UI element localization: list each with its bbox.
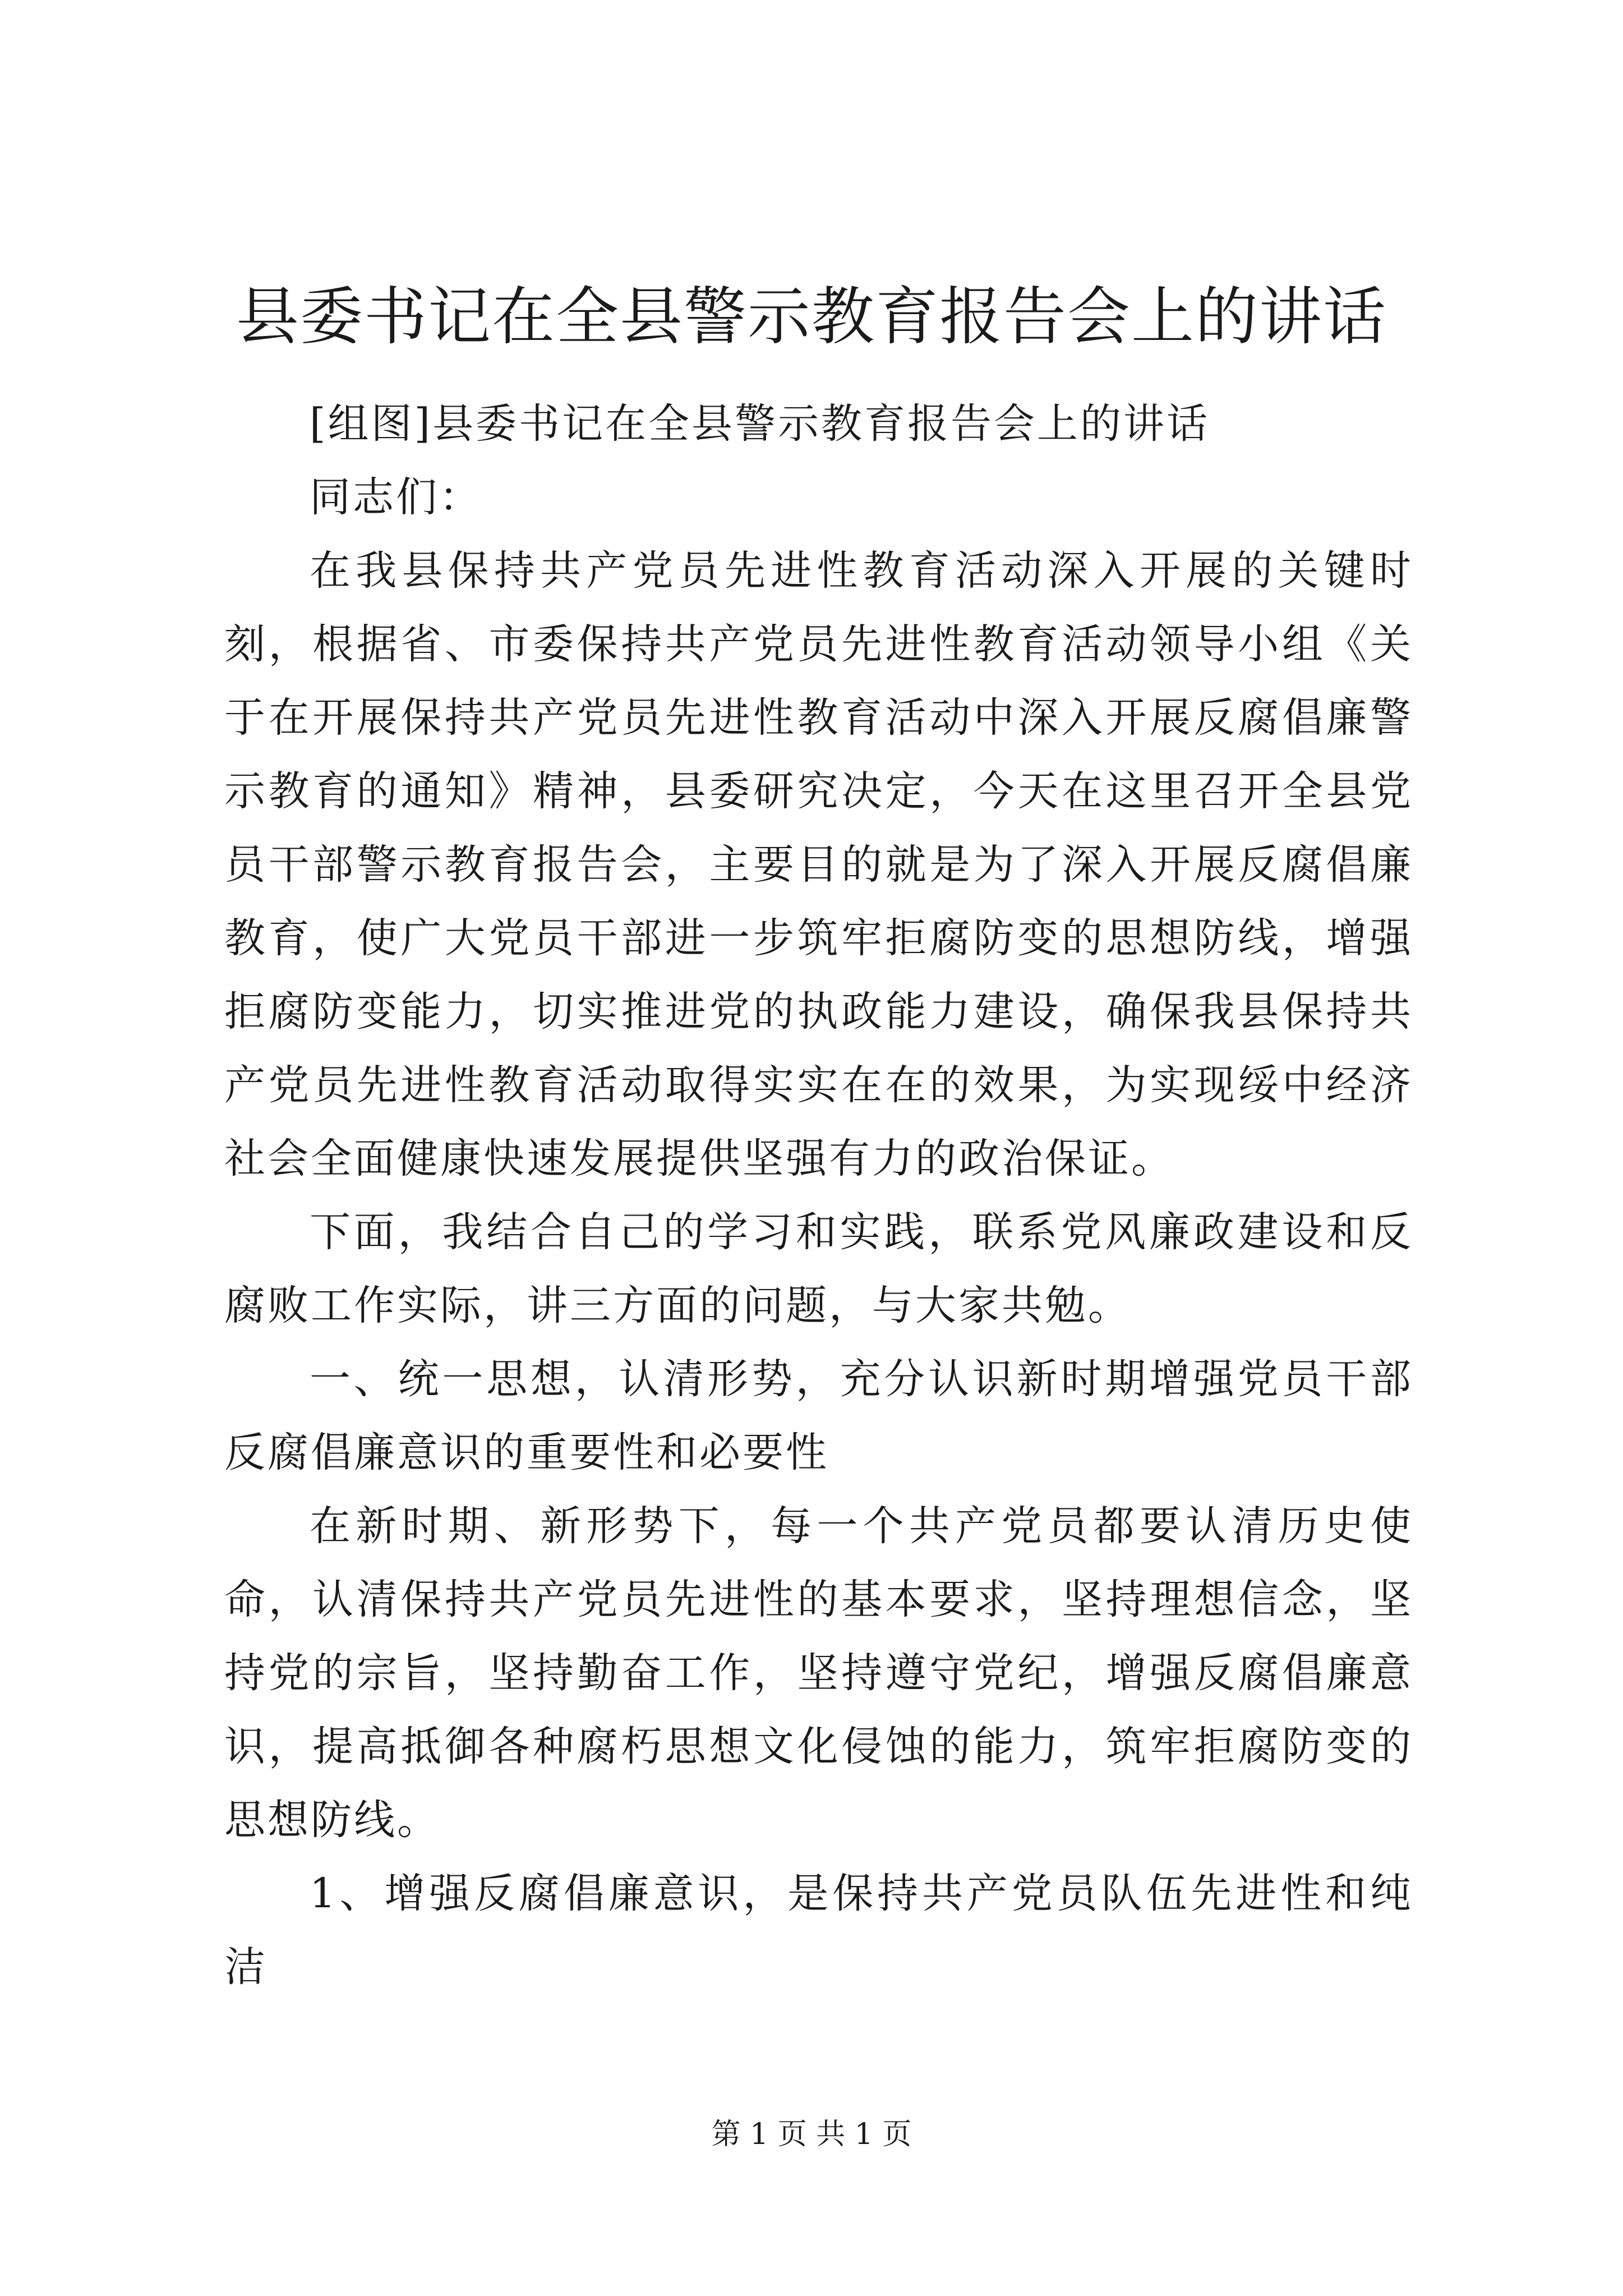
- document-title: 县委书记在全县警示教育报告会上的讲话: [236, 280, 1387, 353]
- document-body: [224, 387, 1413, 2004]
- salutation-paragraph: 同志们：: [310, 473, 482, 521]
- body-paragraph: 在新时期、新形势下，每一个共产党员都要认清历史使命，认清保持共产党员先进性的基本要求，坚持理想信念，坚持党的宗旨，坚持勤奋工作，坚持遵守党纪，增强反腐倡廉意识，提高抵御各种腐朽思想文化侵蚀的能力，筑牢拒腐防变的思想防线。: [224, 1502, 1413, 1844]
- body-paragraph: 在我县保持共产党员先进性教育活动深入开展的关键时刻，根据省、市委保持共产党员先进性教育活动领导小组《关于在开展保持共产党员先进性教育活动中深入开展反腐倡廉警示教育的通知》精神，县委研究决定，今天在这里召开全县党员干部警示教育报告会，主要目的就是为了深入开展反腐倡廉教育，使广大党员干部进一步筑牢拒腐防变的思想防线，增强拒腐防变能力，切实推进党的执政能力建设，确保我县保持共产党员先进性教育活动取得实实在在的效果，为实现绥中经济社会全面健康快速发展提供坚强有力的政治保证。: [224, 547, 1413, 1182]
- page-number-footer: 第 1 页 共 1 页: [711, 2118, 912, 2151]
- body-paragraph: 1、增强反腐倡廉意识，是保持共产党员队伍先进性和纯洁: [224, 1870, 1413, 1991]
- subtitle-paragraph: [组图]县委书记在全县警示教育报告会上的讲话: [310, 400, 1210, 448]
- body-paragraph: 下面，我结合自己的学习和实践，联系党风廉政建设和反腐败工作实际，讲三方面的问题，与大家共勉。: [224, 1208, 1413, 1329]
- section-heading: 一、统一思想，认清形势，充分认识新时期增强党员干部反腐倡廉意识的重要性和必要性: [224, 1355, 1413, 1476]
